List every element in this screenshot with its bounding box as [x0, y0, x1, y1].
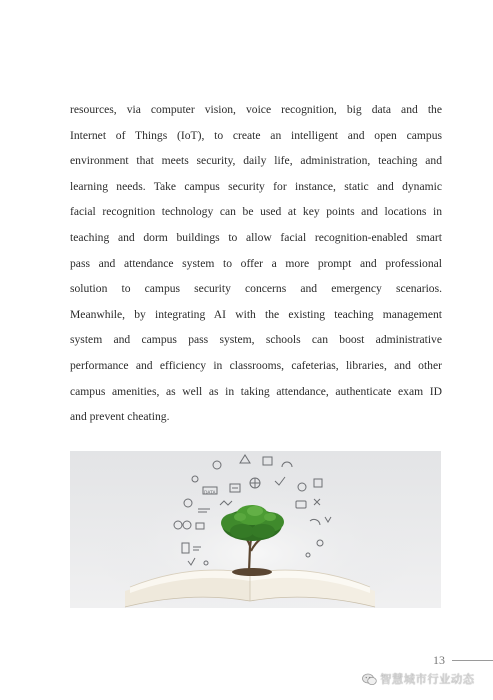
- text-line: campus amenities, as well as in taking attendance, authenticate exam ID: [70, 384, 442, 398]
- tree-book-illustration: [70, 451, 441, 608]
- data-tag-label: DATA: [204, 491, 216, 496]
- watermark: [362, 670, 474, 688]
- text-line: performance and efficiency in classrooms, cafeterias, libraries, and other: [70, 358, 442, 372]
- text-line: resources, via computer vision, voice recognition, big data and the: [70, 103, 442, 116]
- watermark-text: 智慧城市行业动态: [380, 672, 475, 686]
- illustration-graphic: [70, 451, 441, 608]
- text-line: teaching and dorm buildings to allow facial recognition-enabled smart: [70, 230, 442, 244]
- footer-divider: [452, 660, 493, 661]
- text-line: solution to campus security concerns and emergency scenarios.: [70, 282, 442, 296]
- text-line: and prevent cheating.: [70, 410, 170, 424]
- text-line: Meanwhile, by integrating AI with the existing teaching management: [70, 307, 442, 321]
- body-paragraph: [70, 97, 442, 430]
- text-line: Internet of Things (IoT), to create an intelligent and open campus: [70, 128, 442, 142]
- text-line: system and campus pass system, schools can boost administrative: [70, 333, 442, 347]
- text-line: environment that meets security, daily life, administration, teaching and: [70, 154, 442, 168]
- page-number: 13: [433, 653, 445, 667]
- text-line: facial recognition technology can be used at key points and locations in: [70, 205, 442, 219]
- wechat-icon: [362, 673, 377, 686]
- text-line: learning needs. Take campus security for instance, static and dynamic: [70, 179, 442, 193]
- soil: [232, 568, 272, 576]
- text-line: pass and attendance system to offer a more prompt and professional: [70, 256, 442, 270]
